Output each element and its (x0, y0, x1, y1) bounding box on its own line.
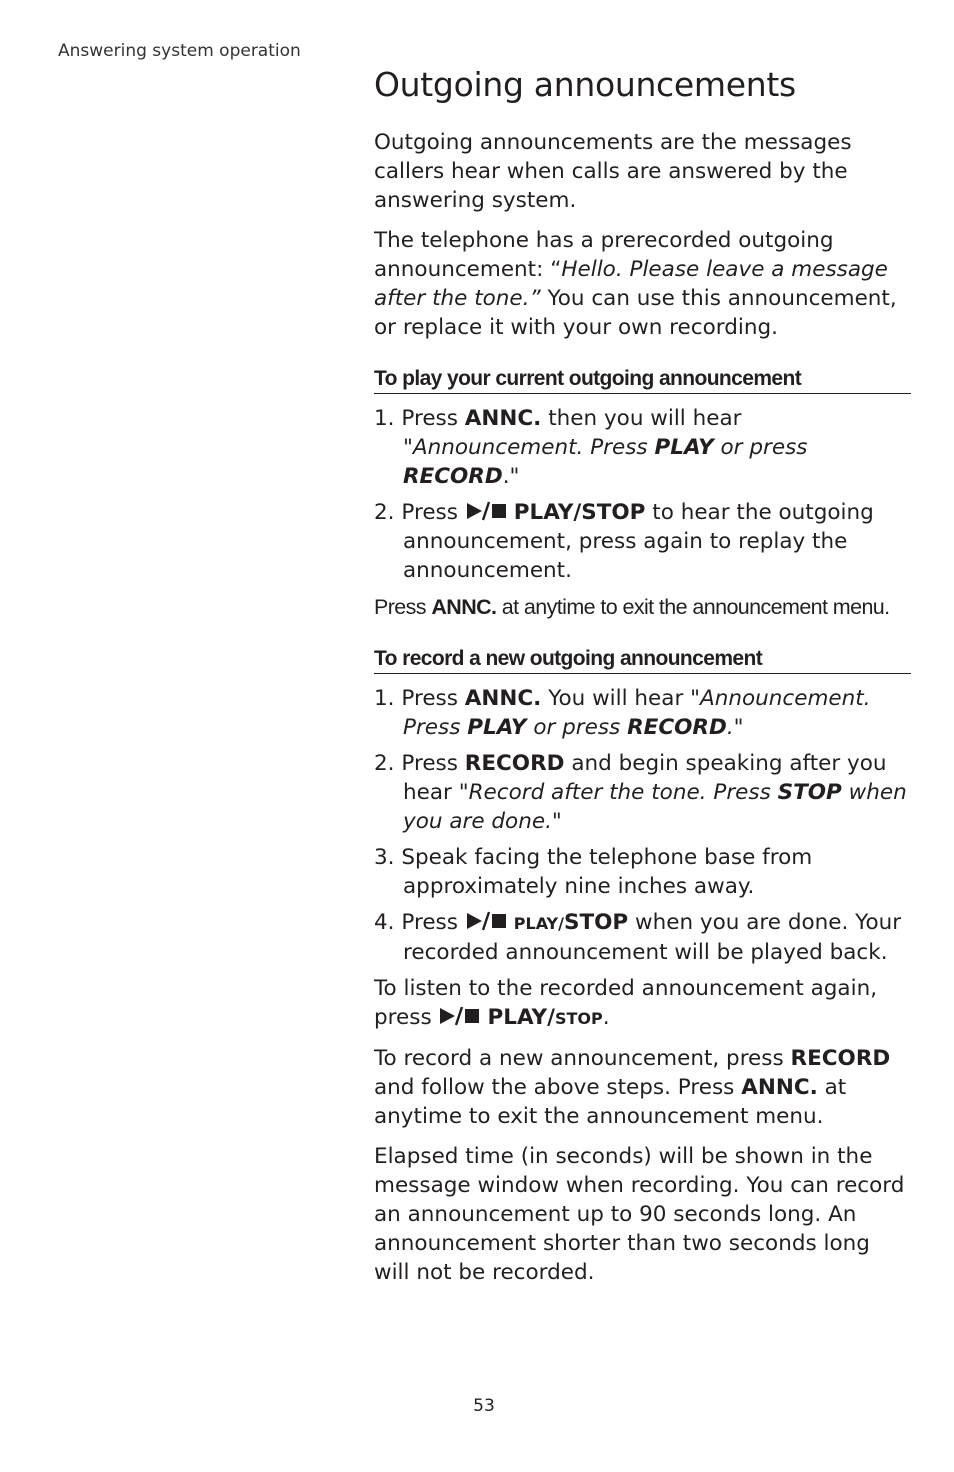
page-title: Outgoing announcements (374, 65, 796, 104)
rerecord-paragraph: To record a new announcement, press RECORD and follow the above steps. Press ANNC. at anytime to exit the announcement menu. (374, 1046, 891, 1129)
list-item: 1. Press ANNC. then you will hear "Announcement. Press PLAY or press RECORD." (374, 406, 808, 489)
intro-paragraph: Outgoing announcements are the messages callers hear when calls are answered by the answering system. (374, 130, 852, 213)
exit-note: Press ANNC. at anytime to exit the announcement menu. (374, 595, 890, 619)
page-number: 53 (473, 1396, 495, 1416)
listen-again-paragraph: To listen to the recorded announcement again, press PLAY/STOP. (374, 976, 878, 1030)
play-stop-icon (465, 501, 511, 521)
play-steps-list (374, 404, 911, 585)
list-item: 3. Speak facing the telephone base from approximately nine inches away. (374, 845, 813, 899)
list-item: 2. Press PLAY/STOP to hear the outgoing announcement, press again to replay the announcement. (374, 500, 874, 583)
play-section-heading: To play your current outgoing announcement (374, 367, 911, 394)
list-item: 1. Press ANNC. You will hear "Announcement. Press PLAY or press RECORD." (374, 686, 871, 740)
elapsed-time-paragraph: Elapsed time (in seconds) will be shown in the message window when recording. You can record an announcement up to 90 seconds long. An announcement shorter than two seconds long will not be recorded. (374, 1144, 905, 1285)
record-steps-list (374, 684, 911, 967)
play-stop-icon (438, 1006, 484, 1026)
play-stop-icon (465, 911, 511, 931)
main-content (374, 64, 911, 1298)
list-item: 2. Press RECORD and begin speaking after you hear "Record after the tone. Press STOP when you are done." (374, 751, 907, 834)
default-announcement-paragraph: The telephone has a prerecorded outgoing announcement: “Hello. Please leave a message after the tone.” You can use this announcement, or replace it with your own recording. (374, 228, 897, 340)
record-section-heading: To record a new outgoing announcement (374, 647, 911, 674)
running-header: Answering system operation (58, 41, 301, 61)
list-item: 4. Press PLAY/STOP when you are done. Your recorded announcement will be played back. (374, 910, 902, 965)
default-announcement-quote: Hello. Please leave a message after the tone.” (374, 257, 888, 311)
